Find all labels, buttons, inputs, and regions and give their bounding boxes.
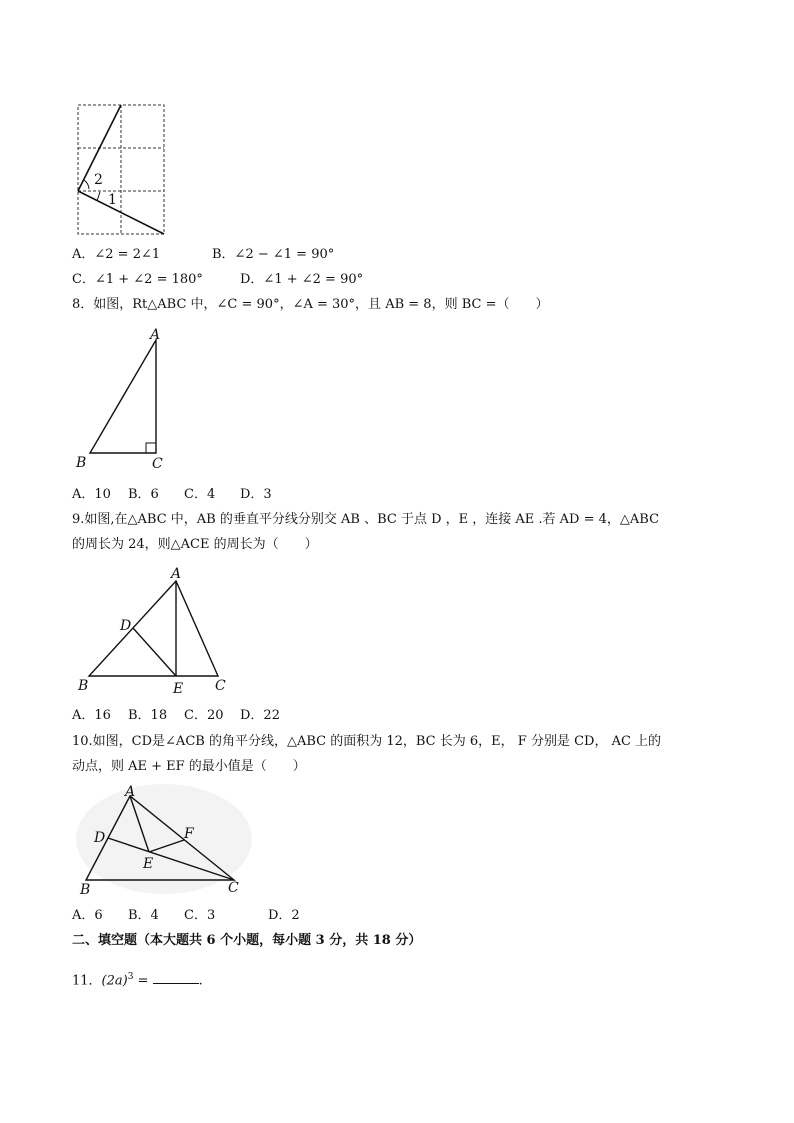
q7-option-d: D．∠1 + ∠2 = 90° — [240, 272, 364, 287]
q8-figure — [72, 325, 192, 475]
q10-options — [72, 907, 300, 925]
q11-expression: (2a) — [101, 973, 128, 989]
label-a: A — [171, 566, 182, 582]
q9-stem-line1: 9.如图,在△ABC 中，AB 的垂直平分线分别交 AB 、BC 于点 D ，E ，连接 AE .若 AD = 4，△ABC — [72, 512, 660, 527]
angle-2-arc — [84, 180, 89, 189]
q9-option-c: C．20 — [184, 708, 224, 723]
q7-option-a: A．∠2 = 2∠1 — [72, 247, 161, 262]
label-e: E — [173, 681, 184, 697]
q10-option-d: D．2 — [268, 908, 300, 923]
label-f: F — [184, 826, 194, 842]
q9-option-d: D．22 — [240, 708, 280, 723]
triangle-abc — [90, 340, 156, 453]
q7-options-row2 — [72, 271, 363, 289]
q10-stem-line2: 动点，则 AE + EF 的最小值是（ ） — [72, 759, 306, 774]
q8-option-b: B．6 — [128, 487, 159, 502]
q9-stem-line2: 的周长为 24，则△ACE 的周长为（ ） — [72, 537, 318, 552]
label-e: E — [143, 856, 154, 872]
label-b: B — [80, 882, 91, 898]
q10-figure — [72, 784, 252, 899]
q11-equals: = — [133, 973, 153, 989]
q11-number: 11． — [72, 973, 102, 989]
q9-options — [72, 707, 280, 725]
section-2-heading: 二、填空题（本大题共 6 个小题，每小题 3 分，共 18 分） — [72, 933, 422, 948]
q11-line — [72, 968, 203, 990]
label-a: A — [125, 784, 136, 800]
q8-option-a: A．10 — [72, 487, 111, 502]
q10-option-b: B．4 — [128, 908, 159, 923]
label-a: A — [150, 327, 161, 343]
q10-option-a: A．6 — [72, 908, 103, 923]
right-angle-mark — [146, 443, 156, 453]
grid — [78, 105, 164, 234]
q8-stem: 8．如图，Rt△ABC 中，∠C = 90°，∠A = 30°，且 AB = 8，则 BC =（ ） — [72, 297, 549, 312]
label-c: C — [228, 880, 239, 896]
label-b: B — [78, 678, 89, 694]
q10-stem-line1: 10.如图，CD是∠ACB 的角平分线，△ABC 的面积为 12，BC 长为 6，E， F 分别是 CD， AC 上的 — [72, 734, 662, 749]
label-d: D — [94, 830, 106, 846]
q9-option-b: B．18 — [128, 708, 168, 723]
q7-figure — [72, 100, 172, 240]
label-c: C — [152, 456, 163, 472]
q7-option-c: C．∠1 + ∠2 = 180° — [72, 272, 203, 287]
angle-1-arc — [97, 192, 100, 201]
q7-options-row1 — [72, 246, 334, 264]
q11-answer-blank[interactable] — [153, 971, 199, 984]
q9-figure — [72, 566, 242, 696]
q7-option-b: B．∠2 − ∠1 = 90° — [212, 247, 335, 262]
perpendicular-de — [133, 628, 176, 676]
angle-1-label: 1 — [108, 192, 117, 208]
label-b: B — [76, 455, 87, 471]
q11-period: . — [198, 973, 203, 989]
angle-2-label: 2 — [94, 172, 103, 188]
label-d: D — [120, 618, 132, 634]
triangle-abc — [89, 581, 218, 676]
q8-option-d: D．3 — [240, 487, 272, 502]
q8-option-c: C．4 — [184, 487, 216, 502]
q10-option-c: C．3 — [184, 908, 216, 923]
q11-exponent: 3 — [127, 972, 134, 982]
label-c: C — [215, 678, 226, 694]
q8-options — [72, 486, 272, 504]
q9-option-a: A．16 — [72, 708, 111, 723]
